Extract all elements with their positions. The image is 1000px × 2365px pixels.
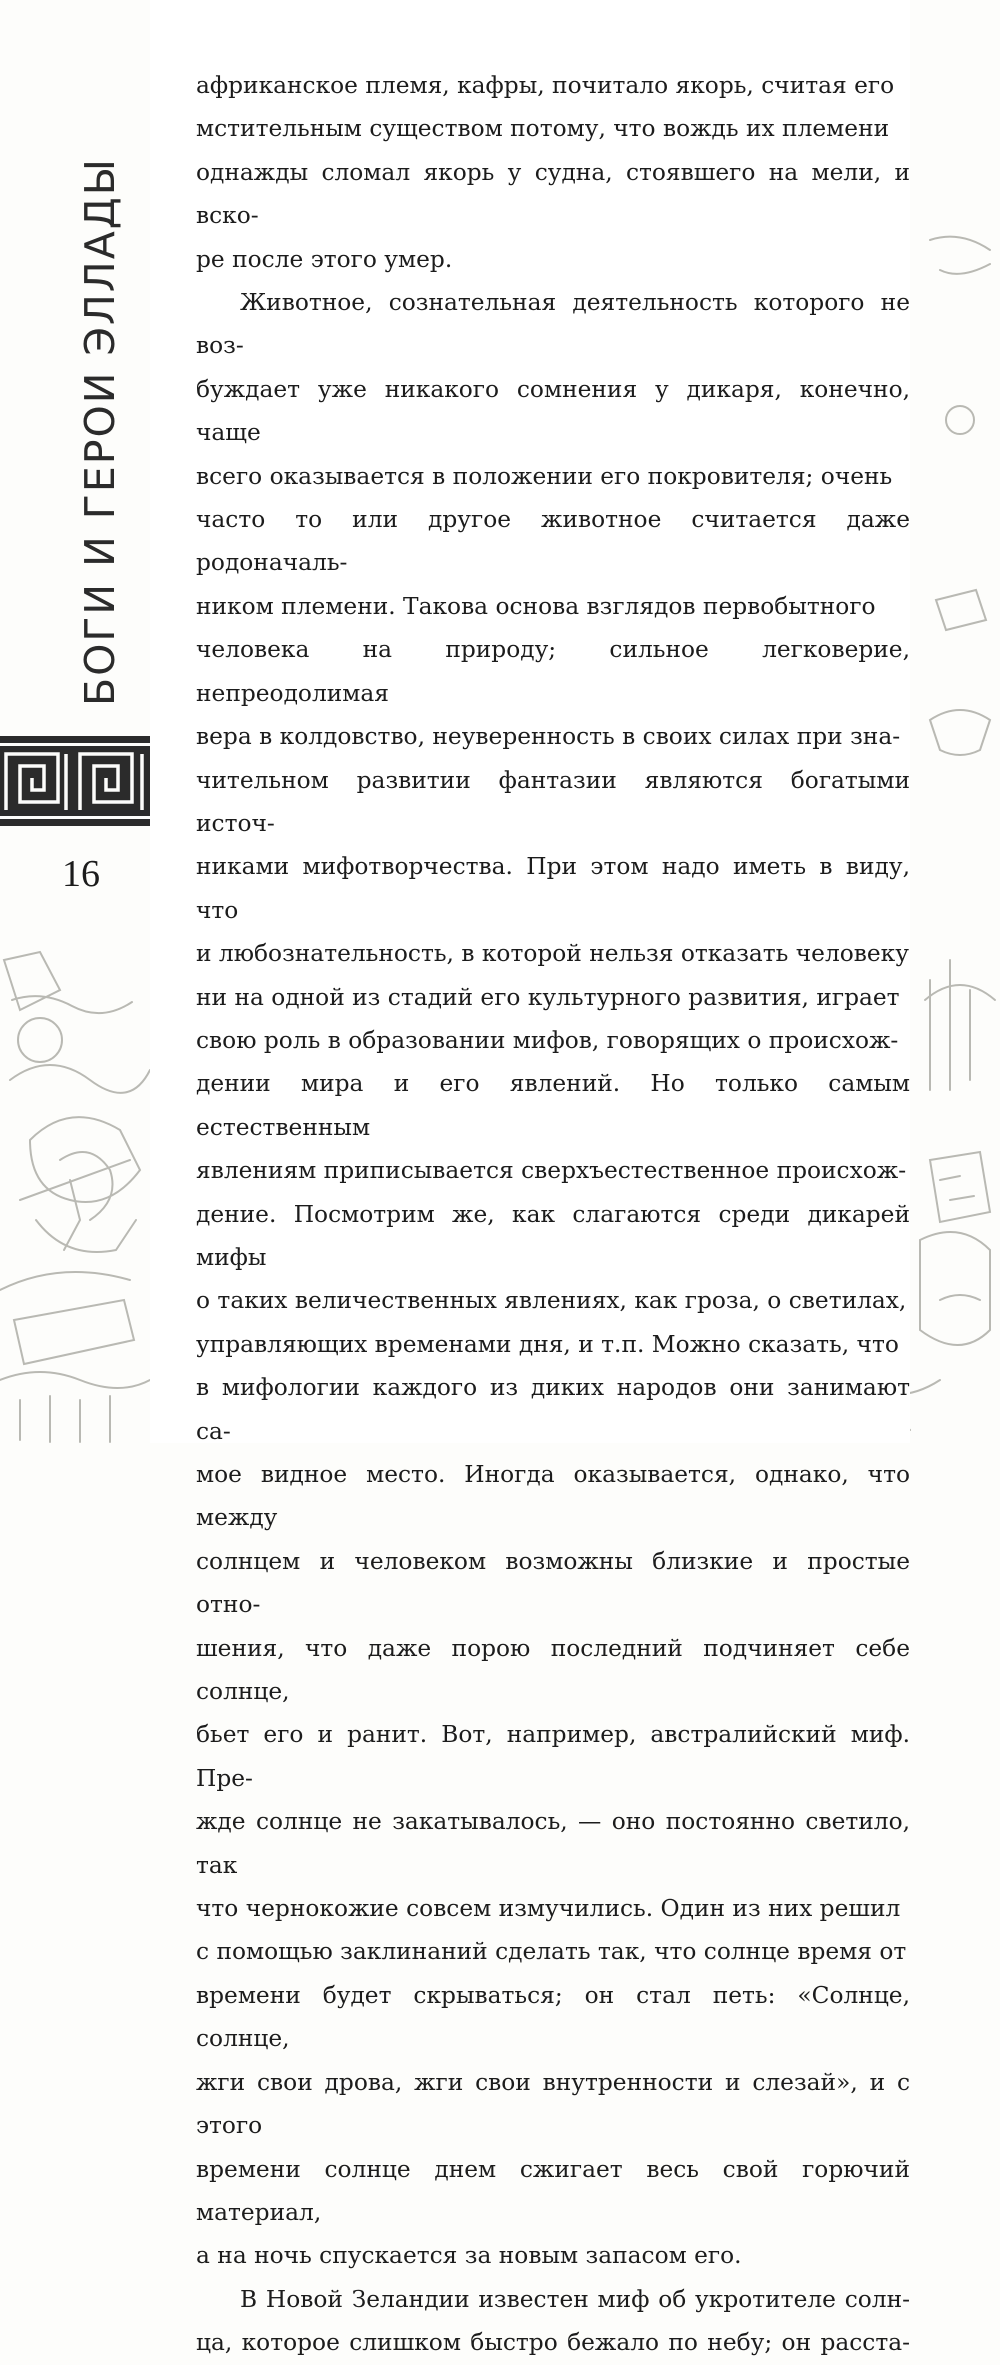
text-line: времени будет скрываться; он стал петь: «Солнце, солнце, xyxy=(196,1981,910,2053)
text-line: о таких величественных явлениях, как гроза, о светилах, xyxy=(196,1287,907,1315)
text-line: буждает уже никакого сомнения у дикаря, конечно, чаще xyxy=(196,375,910,447)
text-line: жги свои дрова, жги свои внутренности и слезай», и с этого xyxy=(196,2068,910,2140)
text-line: времени солнце днем сжигает весь свой горючий материал, xyxy=(196,2155,910,2226)
text-line: а на ночь спускается за новым запасом его. xyxy=(196,2242,742,2270)
text-line: вера в колдовство, неуверенность в своих силах при зна- xyxy=(196,723,901,751)
text-line: явлениям приписывается сверхъестественное происхож- xyxy=(196,1157,907,1185)
text-line: никами мифотворчества. При этом надо иметь в виду, что xyxy=(196,853,910,924)
text-line: ником племени. Такова основа взглядов первобытного xyxy=(196,592,876,620)
text-line: Животное, сознательная деятельность которого не воз- xyxy=(196,289,910,360)
text-line: ца, которое слишком быстро бежало по небу; он расста- xyxy=(196,2329,910,2357)
text-line: чительном развитии фантазии являются богатыми источ- xyxy=(196,766,910,837)
text-line: однажды сломал якорь у судна, стоявшего на мели, и вско- xyxy=(196,158,910,230)
text-line: ни на одной из стадий его культурного развития, играет xyxy=(196,983,900,1011)
text-line: мстительным существом потому, что вождь их племени xyxy=(196,115,890,143)
book-title: БОГИ И ГЕРОИ ЭЛЛАДЫ xyxy=(76,157,124,706)
text-line: всего оказывается в положении его покровителя; очень xyxy=(196,462,893,490)
text-line: В Новой Зеландии известен миф об укротителе солн- xyxy=(240,2285,910,2313)
text-line: в мифологии каждого из диких народов они занимают са- xyxy=(196,1374,910,1445)
text-line: человека на природу; сильное легковерие, непреодолимая xyxy=(196,636,910,707)
paragraph xyxy=(196,64,910,281)
text-line: мое видное место. Иногда оказывается, однако, что между xyxy=(196,1461,910,1532)
text-line: управляющих временами дня, и т.п. Можно сказать, что xyxy=(196,1330,899,1358)
text-line: с помощью заклинаний сделать так, что солнце время от xyxy=(196,1938,907,1966)
text-line: жде солнце не закатывалось, — оно постоянно светило, так xyxy=(196,1808,910,1879)
text-line: шения, что даже порою последний подчиняет себе солнце, xyxy=(196,1634,910,1706)
body-text xyxy=(196,64,910,2365)
greek-key-meander-icon xyxy=(0,736,150,826)
text-line: часто то или другое животное считается даже родоначаль- xyxy=(196,506,910,577)
paragraph xyxy=(196,281,910,2278)
text-line: африканское племя, кафры, почитало якорь, считая его xyxy=(196,72,895,99)
page-number: 16 xyxy=(62,853,100,895)
text-line: что чернокожие совсем измучились. Один из них решил xyxy=(196,1895,901,1923)
paragraph xyxy=(196,2278,910,2365)
text-line: бьет его и ранит. Вот, например, австралийский миф. Пре- xyxy=(196,1721,910,1792)
text-line: и любознательность, в которой нельзя отказать человеку xyxy=(196,940,909,968)
text-line: дении мира и его явлений. Но только самым естественным xyxy=(196,1070,910,1141)
text-line: свою роль в образовании мифов, говорящих о происхож- xyxy=(196,1026,899,1054)
text-line: солнцем и человеком возможны близкие и простые отно- xyxy=(196,1547,910,1619)
text-line: дение. Посмотрим же, как слагаются среди дикарей мифы xyxy=(196,1200,910,1271)
text-line: ре после этого умер. xyxy=(196,245,453,273)
